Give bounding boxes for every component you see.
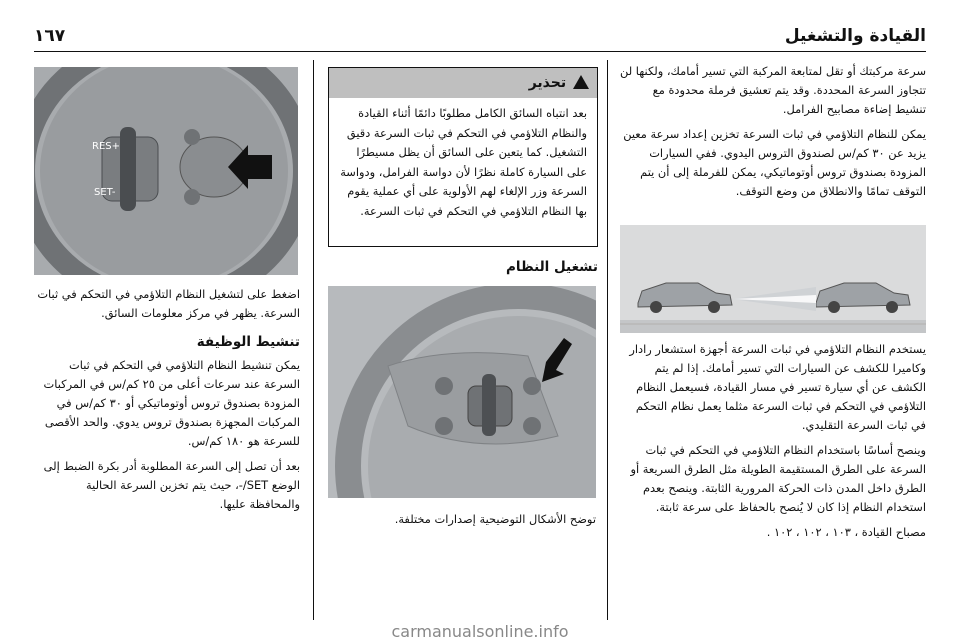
radar-illustration xyxy=(620,225,926,333)
warning-triangle-icon xyxy=(573,75,589,89)
left-paragraph-2: يمكن تنشيط النظام التلاؤمي في التحكم في ثبات السرعة عند سرعات أعلى من ٢٥ كم/س في المركبات المزودة بصندوق تروس أوتوماتيكي أو ٣٠ كم/س في المركبات المجهزة بصندوق تروس يدوي. والحد الأقصى للسرعة هو ١٨٠ كم/س. xyxy=(43,358,300,448)
section-heading-operation: تشغيل النظام xyxy=(505,259,598,275)
res-plus-label: RES+ xyxy=(92,141,120,152)
steering-wheel-illustration-left xyxy=(34,67,298,275)
column-divider-left xyxy=(313,60,314,620)
figure-caption: توضح الأشكال التوضيحية إصدارات مختلفة. xyxy=(394,512,596,526)
column-divider-right xyxy=(607,60,608,620)
right-paragraph-1: سرعة مركبتك أو تقل لمتابعة المركبة التي تسير أمامك، ولكنها لن تتجاوز السرعة المحددة. وقد يتم تعشيق فرملة محدودة مع تنشيط إضاءة مصابيح الفرامل. xyxy=(620,64,926,116)
right-column-lower xyxy=(620,340,926,542)
left-paragraph-1: اضغط على لتشغيل النظام التلاؤمي في التحكم في ثبات السرعة. يظهر في مركز معلومات السائق. xyxy=(37,287,300,320)
warning-text: بعد انتباه السائق الكامل مطلوبًا دائمًا أثناء القيادة والنظام التلاؤمي في التحكم في ثبات السرعة دقيق التشغيل. كما يتعين على السائق أن يظل مسيطرًا على السيارة كاملة نظرًا لأن دواسة الفرامل، ودواسة السرعة وزر الإلغاء لهم الأولوية على أي عملية يقوم بها النظام التلاؤمي في التحكم في ثبات السرعة. xyxy=(340,106,587,218)
left-paragraph-3: بعد أن تصل إلى السرعة المطلوبة أدر بكرة الضبط إلى الوضع SET/-، حيث يتم تخزين السرعة الحالية والمحافظة عليها. xyxy=(43,459,300,511)
right-paragraph-2: يمكن للنظام التلاؤمي في ثبات السرعة تخزين إعداد سرعة معين يزيد عن ٣٠ كم/س لصندوق التروس اليدوي. ففي السيارات المزودة بصندوق تروس أوتوماتيكي، يمكن للفرملة إلى أن يتم التوقف تمامًا والانطلاق من وضع التوقف. xyxy=(623,127,926,198)
left-column xyxy=(34,285,300,514)
figure-caption-wrap xyxy=(328,510,596,529)
footer-watermark: carmanualsonline.info xyxy=(391,622,569,641)
header-rule xyxy=(34,51,926,52)
warning-box xyxy=(328,67,598,247)
right-paragraph-3: يستخدم النظام التلاؤمي في ثبات السرعة أجهزة استشعار رادار وكاميرا للكشف عن السيارات التي تسير أمامك. إذا لم يتم الكشف عن أي سيارة تسير في مسار القيادة، فسيعمل النظام التلاؤمي في التحكم في ثبات السرعة مثلما يعمل نظام التحكم في ثبات السرعة التقليدي. xyxy=(629,342,926,432)
right-paragraph-5: مصباح القيادة ، ١٠٣ ، ١٠٢ ، ١٠٢ . xyxy=(766,525,926,539)
set-minus-label: SET- xyxy=(94,187,116,198)
right-column xyxy=(620,62,926,201)
page-title: القيادة والتشغيل xyxy=(784,26,926,46)
page-number: ١٦٧ xyxy=(34,26,66,46)
steering-wheel-illustration-middle xyxy=(328,286,596,498)
middle-heading-wrap xyxy=(328,258,598,277)
page-header xyxy=(34,26,926,48)
warning-title: تحذير xyxy=(528,75,567,91)
warning-header xyxy=(329,68,597,98)
section-heading-activation: تنشيط الوظيفة xyxy=(196,334,300,350)
cars-illustration xyxy=(620,225,926,333)
right-paragraph-4: وينصح أساسًا باستخدام النظام التلاؤمي في التحكم في ثبات السرعة على الطرق المستقيمة الطويلة مثل الطرق السريعة أو الطرق داخل المدن ذات الحركة المرورية الثابتة. وينصح بعدم استخدام النظام إذا كان لا يُنصح بالحفاظ على سرعة ثابتة. xyxy=(630,443,926,514)
